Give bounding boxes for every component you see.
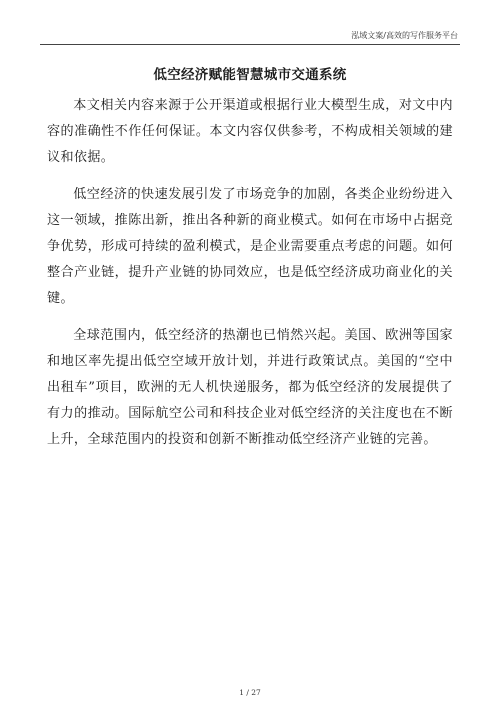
- document-title: 低空经济赋能智慧城市交通系统: [153, 67, 347, 83]
- document-body: [47, 93, 453, 464]
- header-text: 泓域文案/高效的写作服务平台: [351, 31, 458, 40]
- page-number: 1 / 27: [239, 688, 261, 697]
- paragraph-market-competition: 低空经济的快速发展引发了市场竞争的加剧，各类企业纷纷进入这一领域，推陈出新，推出各种新的商业模式。如何在市场中占据竞争优势，形成可持续的盈利模式，是企业需要重点考虑的问题。如何整合产业链，提升产业链的协同效应，也是低空经济成功商业化的关键。: [47, 187, 453, 306]
- paragraph-global-trend: 全球范围内，低空经济的热潮也已悄然兴起。美国、欧洲等国家和地区率先提出低空空域开放计划，并进行政策试点。美国的“空中出租车”项目，欧洲的无人机快递服务，都为低空经济的发展提供了有力的推动。国际航空公司和科技企业对低空经济的关注度也在不断上升，全球范围内的投资和创新不断推动低空经济产业链的完善。: [47, 328, 453, 447]
- header-divider: [40, 44, 460, 45]
- paragraph-disclaimer: 本文相关内容来源于公开渠道或根据行业大模型生成，对文中内容的准确性不作任何保证。本文内容仅供参考，不构成相关领域的建议和依据。: [47, 98, 453, 165]
